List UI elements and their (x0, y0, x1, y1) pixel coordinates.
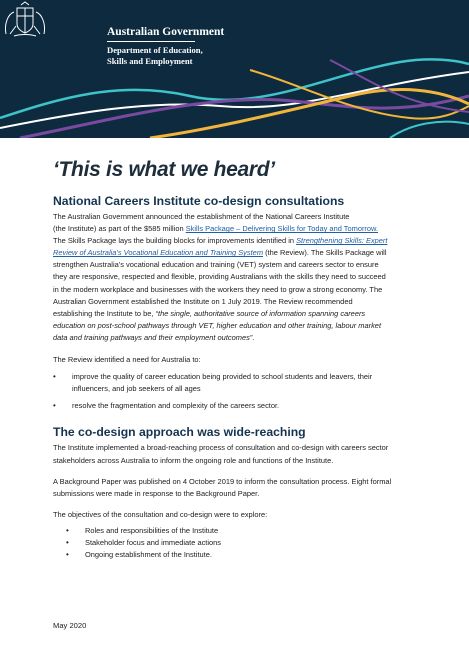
strengthening-skills-link-2[interactable]: Review of Australia’s Vocational Education and Training System (53, 248, 264, 258)
list-item: • Roles and responsibilities of the Institute (85, 525, 423, 537)
section-heading-consultations: National Careers Institute co-design consultations (53, 194, 345, 208)
strengthening-skills-link-1[interactable]: Strengthening Skills: Expert (296, 236, 388, 246)
gov-name: Australian Government (107, 26, 225, 38)
page-title: ‘This is what we heard’ (53, 158, 275, 181)
footer-date: May 2020 (53, 621, 87, 630)
codesign-paragraph-3: The objectives of the consultation and co-design were to explore: (53, 509, 268, 519)
intro-paragraph: The Australian Government announced the establishment of the National Careers Institute (the Institute) as part of the $585 million Skills Package – Delivering Skills for Today and Tomorrow. The Skills Package lays the building blocks for improvements identified in Strengthening Skills: Expert Review of Australia’s Vocational Education and Training System (the Review). The Skills Package will strengthen Australia’s vocational education and training (VET) system and careers sector to ensure they are responsive, respected and flexible, providing Australians with the skills they need to succeed in the modern workplace and businesses with the workers they need to grow a strong economy. The Australian Government established the Institute on 1 July 2019. The Review recommended establishing the Institute to be, “the single, authoritative source of information spanning careers education on post-school pathways through VET, higher education and other training, labour market data and training pathways and their employment outcomes”. (53, 212, 388, 342)
wave-graphic (0, 0, 469, 138)
review-need-paragraph: The Review identified a need for Australia to: (53, 355, 201, 365)
list-item: • Stakeholder focus and immediate actions (85, 537, 423, 549)
skills-package-link[interactable]: Skills Package – Delivering Skills for Today and Tomorrow. (185, 224, 379, 234)
header-divider (107, 41, 195, 42)
codesign-paragraph-2: A Background Paper was published on 4 October 2019 to inform the consultation process. Eight formal submissions were made in response to the Background Paper. (53, 476, 392, 498)
document-body (53, 158, 423, 561)
codesign-paragraph-1: The Institute implemented a broad-reaching process of consultation and co-design with careers sector stakeholders across Australia to inform the ongoing role and functions of the Institute. (53, 443, 389, 465)
objectives-list (53, 525, 423, 561)
list-item: • improve the quality of career education being provided to school students and leavers, their influencers, and job seekers of all ages (72, 371, 423, 395)
department-name: Department of Education, Skills and Employment (107, 45, 203, 66)
list-item: • resolve the fragmentation and complexity of the careers sector. (72, 400, 423, 412)
review-need-list (53, 371, 423, 412)
list-item: • Ongoing establishment of the Institute. (85, 549, 423, 561)
section-heading-codesign: The co-design approach was wide-reaching (53, 425, 306, 440)
coat-of-arms-icon (0, 0, 50, 40)
header-banner (0, 0, 469, 138)
